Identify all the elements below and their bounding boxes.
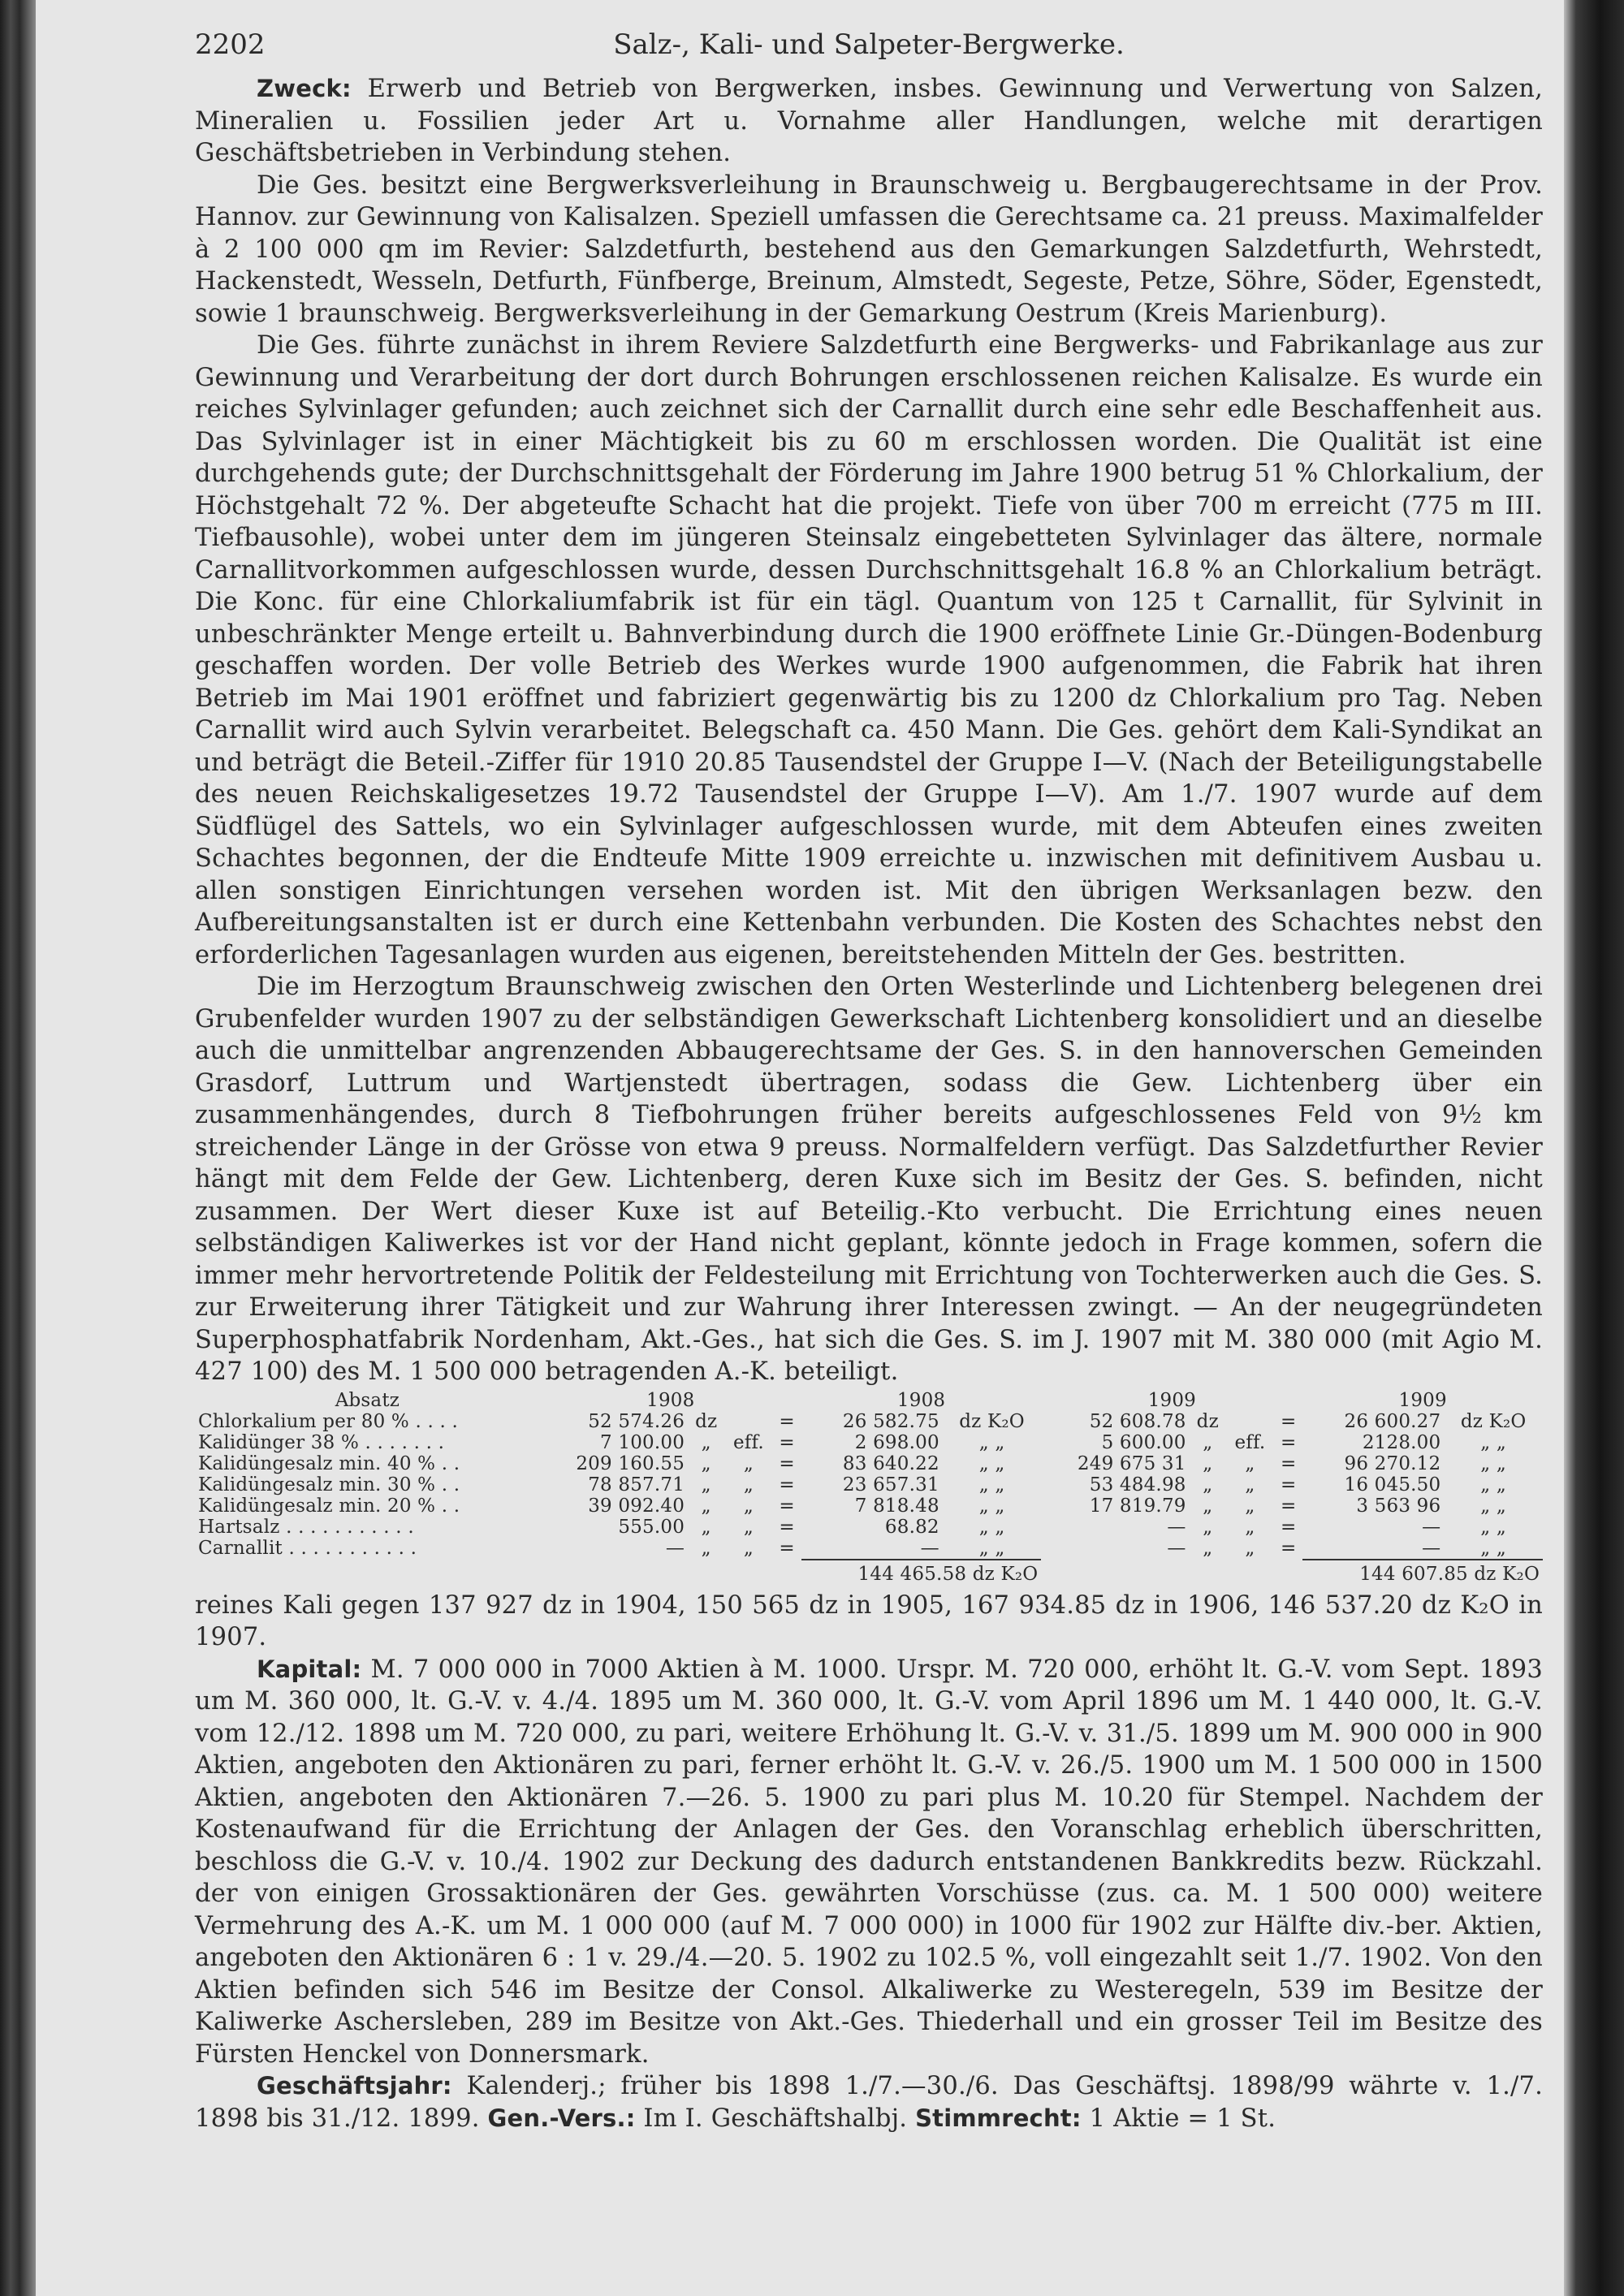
table-cell: 68.82 [884,1516,939,1538]
table-cell: 78 857.71 [588,1474,685,1495]
table-cell: 3 563 96 [1356,1495,1441,1517]
table-cell: = [779,1538,795,1559]
table-cell: = [1280,1474,1297,1495]
paragraph-text: Die im Herzogtum Braunschweig zwischen den Orten Westerlinde und Lichtenberg belegenen drei Grubenfelder wurden 1907 zu der selbständigen Gewerkschaft Lichtenberg konsolidiert und an dieselbe auch die unmittelbar angrenzenden Abbaugerechtsame der Ges. S. in den hannoverschen Gemeinden Grasdorf, Luttrum und Wartjenstedt übertragen, sodass die Gew. Lichtenberg über ein zusammenhängendes, durch 8 Tiefbohrungen früher bereits aufgeschlossenes Feld von 9½ km streichender Länge in der Grösse von etwa 9 preuss. Normalfeldern verfügt. Das Salzdetfurther Revier hängt mit dem Felde der Gew. Lichtenberg, deren Kuxe sich im Besitz der Ges. S. befinden, nicht zusammen. Der Wert dieser Kuxe ist auf Beteilig.-Kto verbucht. Die Errichtung eines neuen selbständigen Kaliwerkes ist vor der Hand nicht geplant, könnte jedoch in Frage kommen, sofern die immer mehr hervortretende Politik der Feldesteilung mit Errichtung von Tochterwerken auch die Ges. S. zur Erweiterung ihrer Tätigkeit und zur Wahrung ihrer Interessen zwingt. — An der neugegründeten Superphosphatfabrik Nordenham, Akt.-Ges., hat sich die Ges. S. im J. 1907 mit M. 380 000 (mit Agio M. 427 100) des M. 1 500 000 betragenden A.-K. beteiligt. [195,973,1543,1386]
table-cell: = [779,1410,795,1432]
row-label: Hartsalz . . . . . . . . . . . [198,1516,414,1538]
row-label: Kalidüngesalz min. 20 % . . [198,1495,460,1517]
body-text [195,73,1543,2134]
column-header: Absatz [335,1389,400,1411]
table-cell: „ „ [1480,1495,1507,1517]
paragraph-text: 1 Aktie = 1 St. [1089,2104,1276,2133]
table-sum-row [195,1560,1543,1585]
table-cell: = [779,1495,795,1517]
table-row [195,1538,1543,1560]
paragraph-text: M. 7 000 000 in 7000 Aktien à M. 1000. Urspr. M. 720 000, erhöht lt. G.-V. vom Sept. 1893 um M. 360 000, lt. G.-V. v. 4./4. 1895 um M. 360 000, lt. G.-V. vom April 1896 um M. 1 440 000, lt. G.-V. vom 12./12. 1898 um M. 720 000, zu pari, weitere Erhöhung lt. G.-V. v. 31./5. 1899 um M. 900 000 in 900 Aktien, angeboten den Aktionären zu pari, ferner erhöht lt. G.-V. v. 26./5. 1900 um M. 1 500 000 in 1500 Aktien, angeboten den Aktionären 7.—26. 5. 1900 zu pari plus M. 10.20 für Stempel. Nachdem der Kostenaufwand für die Errichtung der Anlagen der Ges. den Voranschlag erheblich überschritten, beschloss die G.-V. v. 10./4. 1902 zur Deckung des dadurch entstandenen Bankkredits bezw. Rückzahl. der von einigen Grossaktionären der Ges. gewährten Vorschüsse (zus. ca. M. 1 500 000) weitere Vermehrung des A.-K. um M. 1 000 000 (auf M. 7 000 000) in 1000 für 1902 zur Hälfte div.-ber. Aktien, angeboten den Aktionären 6 : 1 v. 29./4.—20. 5. 1902 zu 102.5 %, voll eingezahlt seit 1./7. 1902. Von den Aktien befinden sich 546 im Besitze der Consol. Alkaliwerke zu Westeregeln, 539 im Besitze der Kaliwerke Aschersleben, 289 im Besitze von Akt.-Ges. Thiederhall und ein grosser Teil im Besitze des Fürsten Henckel von Donnersmark. [195,1655,1543,2069]
paragraph-kapital [195,1654,1543,2071]
column-header: 1909 [1147,1389,1197,1411]
paragraph-text: Erwerb und Betrieb von Bergwerken, insbes. Gewinnung und Verwertung von Salzen, Mineralien u. Fossilien jeder Art u. Vornahme aller Handlungen, welche mit derartigen Geschäftsbetrieben in Verbindung stehen. [195,75,1544,167]
paragraph-text: Im I. Geschäftshalbj. [643,2104,908,2133]
row-label: Kalidünger 38 % . . . . . . . [198,1431,445,1453]
paragraph-geschaeftsjahr [195,2070,1543,2134]
table-cell: „ [701,1452,711,1474]
table-cell: „ [743,1495,754,1517]
running-head [195,16,1543,73]
table-cell: 2 698.00 [854,1431,939,1453]
table-cell: „ [1203,1474,1213,1495]
row-label: Chlorkalium per 80 % . . . . [198,1410,459,1432]
absatz-table [195,1390,1543,1585]
table-cell: „ „ [1480,1474,1507,1495]
table-cell: = [779,1431,795,1453]
table-cell: „ „ [978,1537,1005,1559]
scan-right-edge [1564,0,1624,2296]
table-cell: 39 092.40 [588,1495,685,1517]
page-number: 2202 [195,28,266,61]
table-cell: „ [701,1474,711,1495]
table-cell: „ [701,1495,711,1517]
table-cell: 555.00 [618,1516,685,1538]
table-cell: „ „ [978,1452,1005,1474]
table-cell: 5 600.00 [1101,1431,1186,1453]
table-cell: = [1280,1495,1297,1517]
table-cell: 26 582.75 [842,1410,939,1432]
keyword-label: Zweck: [257,75,352,102]
table-cell: 16 045.50 [1344,1474,1441,1495]
paragraph-text: reines Kali gegen 137 927 dz in 1904, 150 565 dz in 1905, 167 934.85 dz in 1906, 146 537.20 dz K₂O in 1907. [195,1590,1543,1651]
table-cell: „ [743,1538,754,1559]
paragraph-betrieb [195,330,1543,971]
table-cell: „ [743,1474,754,1495]
table-cell: = [779,1474,795,1495]
table-cell: = [1280,1410,1297,1432]
paragraph-text: Die Ges. besitzt eine Bergwerksverleihung in Braunschweig u. Bergbaugerechtsame in der Prov. Hannov. zur Gewinnung von Kalisalzen. Speziell umfassen die Gerechtsame ca. 21 preuss. Maximalfelder à 2 100 000 qm im Revier: Salzdetfurth, bestehend aus den Gemarkungen Salzdetfurth, Wehrstedt, Hackenstedt, Wesseln, Detfurth, Fünfberge, Breinum, Almstedt, Segeste, Petze, Söhre, Söder, Egenstedt, sowie 1 braunschweig. Bergwerksverleihung in der Gemarkung Oestrum (Kreis Marienburg). [195,170,1543,328]
table-cell: — [1167,1516,1186,1538]
paragraph-text: Die Ges. führte zunächst in ihrem Reviere Salzdetfurth eine Bergwerks- und Fabrikanlage aus zur Gewinnung und Verarbeitung der dort durch Bohrungen erschlossenen reichen Kalisalze. Es wurde ein reiches Sylvinlager gefunden; auch zeichnet sich der Carnallit durch eine sehr edle Beschaffenheit aus. Das Sylvinlager ist in einer Mächtigkeit bis zu 60 m erschlossen worden. Die Qualität ist eine durchgehends gute; der Durchschnittsgehalt der Förderung im Jahre 1900 betrug 51 % Chlorkalium, der Höchstgehalt 72 %. Der abgeteufte Schacht hat die projekt. Tiefe von über 700 m erreicht (775 m III. Tiefbausohle), wobei unter dem im jüngeren Steinsalz eingebetteten Sylvinlager das ältere, normale Carnallitvorkommen aufgeschlossen wurde, dessen Durchschnittsgehalt 16.8 % an Chlorkalium beträgt. Die Konc. für eine Chlorkaliumfabrik ist für ein tägl. Quantum von 125 t Carnallit, für Sylvinit in unbeschränkter Menge erteilt u. Bahnverbindung durch die 1900 eröffnete Linie Gr.-Düngen-Bodenburg geschaffen worden. Der volle Betrieb des Werkes wurde 1900 aufgenommen, die Fabrik hat ihren Betrieb im Mai 1901 eröffnet und fabriziert gegenwärtig bis zu 1200 dz Chlorkalium pro Tag. Neben Carnallit wird auch Sylvin verarbeitet. Belegschaft ca. 450 Mann. Die Ges. gehört dem Kali-Syndikat an und beträgt die Beteil.-Ziffer für 1910 20.85 Tausendstel der Gruppe I—V. (Nach der Beteiligungstabelle des neuen Reichskaligesetzes 19.72 Tausendstel der Gruppe I—V). Am 1./7. 1907 wurde auf dem Südflügel des Sattels, wo ein Sylvinlager aufgeschlossen wurde, mit dem Abteufen eines zweiten Schachtes begonnen, der die Endteufe Mitte 1909 erreichte u. inzwischen mit definitivem Ausbau u. allen sonstigen Einrichtungen versehen worden ist. Mit den übrigen Werksanlagen bezw. den Aufbereitungsanstalten ist er durch eine Kettenbahn verbunden. Die Kosten des Schachtes nebst den erforderlichen Tagesanlagen wurden aus eigenen, bereitstehenden Mitteln der Ges. bestritten. [195,331,1543,969]
table-cell: 26 600.27 [1344,1410,1441,1432]
table-cell: „ [1245,1452,1255,1474]
table-cell: „ [743,1452,754,1474]
table-cell: 249 675 31 [1077,1452,1186,1474]
column-header: 1908 [646,1389,695,1411]
table-cell: — [1422,1516,1441,1538]
table-row [195,1411,1543,1432]
table-cell: „ „ [978,1431,1005,1453]
table-cell: „ [1245,1495,1255,1517]
sum-1909: 144 607.85 dz K₂O [1302,1560,1543,1585]
table-cell: „ [1245,1516,1255,1538]
table-cell: = [779,1452,795,1474]
table-cell: 209 160.55 [576,1452,685,1474]
table-header-row [195,1390,1543,1411]
table-cell: — [665,1538,685,1559]
table-cell: „ [1203,1516,1213,1538]
table-cell: = [1280,1452,1297,1474]
table-cell: „ „ [978,1474,1005,1495]
table-cell: — [1422,1537,1441,1559]
column-header: 1908 [896,1389,946,1411]
table-cell: 96 270.12 [1344,1452,1441,1474]
table-cell: = [1280,1431,1297,1453]
table-cell: = [779,1516,795,1538]
document-page [195,16,1543,2134]
table-cell: „ [701,1516,711,1538]
table-cell: dz K₂O [959,1410,1025,1432]
table-cell: dz [695,1410,718,1432]
table-cell: „ [701,1431,711,1453]
keyword-label: Kapital: [257,1655,362,1683]
table-row [195,1495,1543,1517]
table-cell: = [1280,1538,1297,1559]
table-cell: eff. [1234,1431,1266,1453]
table-row [195,1432,1543,1453]
table-row [195,1453,1543,1474]
table-cell: 52 574.26 [588,1410,685,1432]
table-cell: 23 657.31 [842,1474,939,1495]
table-cell: 83 640.22 [842,1452,939,1474]
table-cell: = [1280,1516,1297,1538]
table-cell: 52 608.78 [1089,1410,1186,1432]
paragraph-text: Kalenderj.; früher bis 1898 1./7.—30./6. Das Geschäftsj. 1898/99 währte v. 1./7. 1898 bis 31./12. 1899. [195,2072,1543,2133]
table-row [195,1517,1543,1538]
scan-left-edge [0,0,36,2296]
paragraph-zweck [195,73,1543,170]
table-cell: „ „ [1480,1452,1507,1474]
table-cell: 7 818.48 [854,1495,939,1517]
row-label: Carnallit . . . . . . . . . . . [198,1538,417,1559]
table-row [195,1474,1543,1495]
table-cell: — [920,1537,939,1559]
table-cell: 7 100.00 [600,1431,685,1453]
table-cell: „ „ [978,1495,1005,1517]
table-cell [1226,1411,1274,1432]
sum-1908: 144 465.58 dz K₂O [801,1560,1042,1585]
keyword-label: Geschäftsjahr: [257,2072,452,2100]
table-cell: „ „ [1480,1537,1507,1559]
table-cell: eff. [732,1431,764,1453]
table-cell: „ [1203,1495,1213,1517]
page-title: Salz-, Kali- und Salpeter-Bergwerke. [613,28,1125,61]
table-cell: „ „ [978,1516,1005,1538]
table-cell [724,1411,772,1432]
table-cell: „ [1245,1538,1255,1559]
keyword-label: Gen.-Vers.: [487,2104,636,2132]
table-cell: — [1167,1538,1186,1559]
column-header: 1909 [1398,1389,1447,1411]
table-cell: „ [701,1538,711,1559]
table-cell: „ [1203,1452,1213,1474]
paragraph-lichtenberg [195,971,1543,1388]
paragraph-reines-kali [195,1590,1543,1654]
row-label: Kalidüngesalz min. 30 % . . [198,1474,460,1495]
table-cell: „ „ [1480,1431,1507,1453]
table-cell: „ [1245,1474,1255,1495]
row-label: Kalidüngesalz min. 40 % . . [198,1452,460,1474]
keyword-label: Stimmrecht: [915,2104,1082,2132]
table-cell: „ [1203,1538,1213,1559]
table-cell: „ [743,1516,754,1538]
table-cell: 17 819.79 [1089,1495,1186,1517]
paragraph-besitz [195,170,1543,330]
table-cell: 53 484.98 [1089,1474,1186,1495]
table-cell: 2128.00 [1362,1431,1441,1453]
table-cell: dz K₂O [1460,1410,1527,1432]
table-cell: „ [1203,1431,1213,1453]
table-cell: „ „ [1480,1516,1507,1538]
table-cell: dz [1196,1410,1219,1432]
